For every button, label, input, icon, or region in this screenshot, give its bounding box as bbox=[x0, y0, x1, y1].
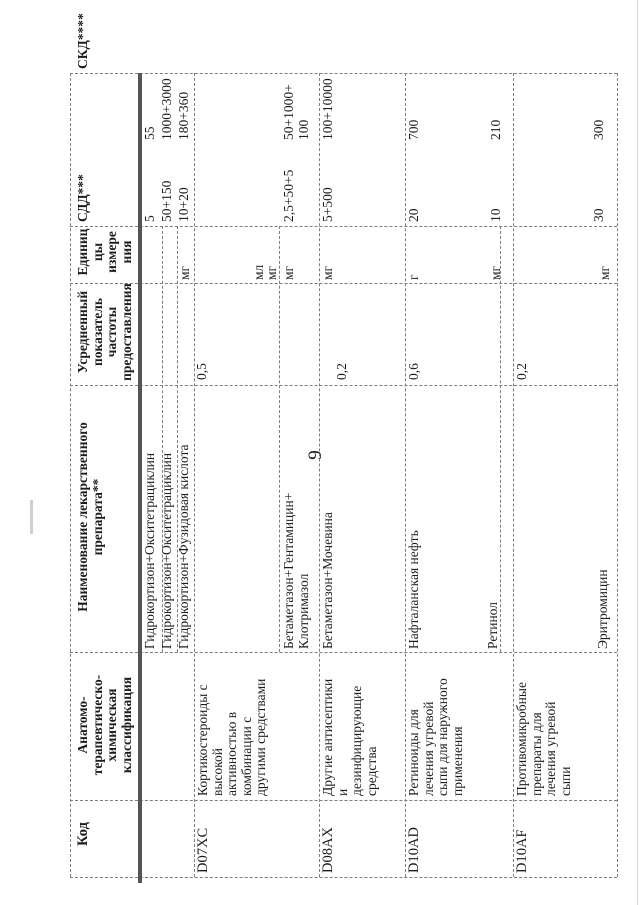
sdd-cell: 5 bbox=[142, 215, 157, 222]
grid-line bbox=[70, 385, 617, 386]
grid-line bbox=[70, 877, 617, 878]
page-number: 9 bbox=[305, 450, 326, 460]
grid-line bbox=[279, 226, 280, 652]
sdd-cell: 10 bbox=[488, 208, 503, 222]
header-frequency: Усредненный показатель частоты предоставления bbox=[75, 283, 134, 381]
header-code: Код bbox=[75, 822, 91, 846]
drug-name-cell: Бетаметазон+Гентамицин+ Клотримазол bbox=[281, 492, 311, 649]
skd-cell: 100+10000 bbox=[320, 78, 335, 140]
skd-cell: 50+1000+ 100 bbox=[281, 84, 311, 140]
frequency-cell: 0,2 bbox=[334, 363, 349, 380]
grid-line bbox=[70, 226, 617, 227]
sdd-cell: 30 bbox=[591, 208, 606, 222]
skd-cell: 210 bbox=[488, 119, 503, 140]
atc-cell: Другие антисептики и дезинфицирующие средства bbox=[320, 678, 379, 796]
skd-cell: 55 bbox=[142, 126, 157, 140]
grid-line bbox=[70, 800, 617, 801]
drug-name-cell: Гидрокортизон+Фузидовая кислота bbox=[176, 444, 191, 649]
frequency-cell: 0,2 bbox=[514, 363, 529, 380]
unit-cell: мг bbox=[488, 265, 503, 280]
atc-cell: Ретиноиды для лечения угревой сыпи для наружного применения bbox=[406, 678, 465, 796]
frequency-cell: 0,6 bbox=[406, 363, 421, 380]
unit-cell: г bbox=[406, 274, 421, 280]
drug-name-cell: Эритромицин bbox=[595, 569, 610, 649]
sdd-cell: 20 bbox=[406, 208, 421, 222]
atc-cell: Противомикробные препараты для лечения угревой сыпи bbox=[514, 682, 573, 796]
unit-cell: мг bbox=[264, 265, 279, 280]
code-cell: D10AF bbox=[514, 829, 530, 873]
unit-cell: мг bbox=[177, 265, 192, 280]
code-cell: D10AD bbox=[406, 827, 422, 873]
drug-name-cell: Гидрокортизон+Окситетрациклин bbox=[159, 452, 174, 649]
drug-name-cell: Нафталанская нефть bbox=[406, 530, 421, 649]
sdd-cell: 10+20 bbox=[176, 187, 191, 222]
skd-cell: 1000+3000 bbox=[159, 78, 174, 140]
skd-cell: 700 bbox=[406, 119, 421, 140]
code-cell: D08AX bbox=[320, 827, 336, 873]
skd-cell: 180+360 bbox=[176, 91, 191, 140]
scan-edge-artifact bbox=[637, 0, 638, 905]
header-skd: СКД**** bbox=[75, 13, 90, 69]
sdd-cell: 50+150 bbox=[159, 180, 174, 222]
grid-line bbox=[70, 73, 71, 877]
header-drug-name: Наименование лекарственного препарата** bbox=[75, 422, 105, 612]
unit-cell: мг bbox=[281, 265, 296, 280]
header-unit: Единиц цы измере ния bbox=[75, 228, 134, 276]
drug-name-cell: Бетаметазон+Мочевина bbox=[320, 512, 335, 649]
header-sdd: СДД*** bbox=[75, 174, 90, 222]
unit-cell: мг bbox=[320, 265, 335, 280]
unit-cell: мл bbox=[251, 264, 266, 280]
sdd-cell: 5+500 bbox=[320, 187, 335, 222]
header-atc-classification: Анатомо- терапевтическо- химическая классификация bbox=[75, 674, 134, 776]
grid-line bbox=[70, 283, 617, 284]
skd-cell: 300 bbox=[591, 119, 606, 140]
scan-mark-artifact bbox=[30, 500, 33, 534]
drug-name-cell: Ретинол bbox=[485, 602, 500, 649]
sdd-cell: 2,5+50+5 bbox=[281, 169, 296, 222]
atc-cell: Кортикостероиды с высокой активностью в комбинации с другими средствами bbox=[195, 678, 268, 796]
drug-name-cell: Гидрокортизон+Окситетрациклин bbox=[142, 452, 157, 649]
grid-line bbox=[617, 73, 618, 877]
unit-cell: мг bbox=[597, 265, 612, 280]
code-cell: D07XC bbox=[195, 827, 211, 873]
frequency-cell: 0,5 bbox=[194, 363, 209, 380]
